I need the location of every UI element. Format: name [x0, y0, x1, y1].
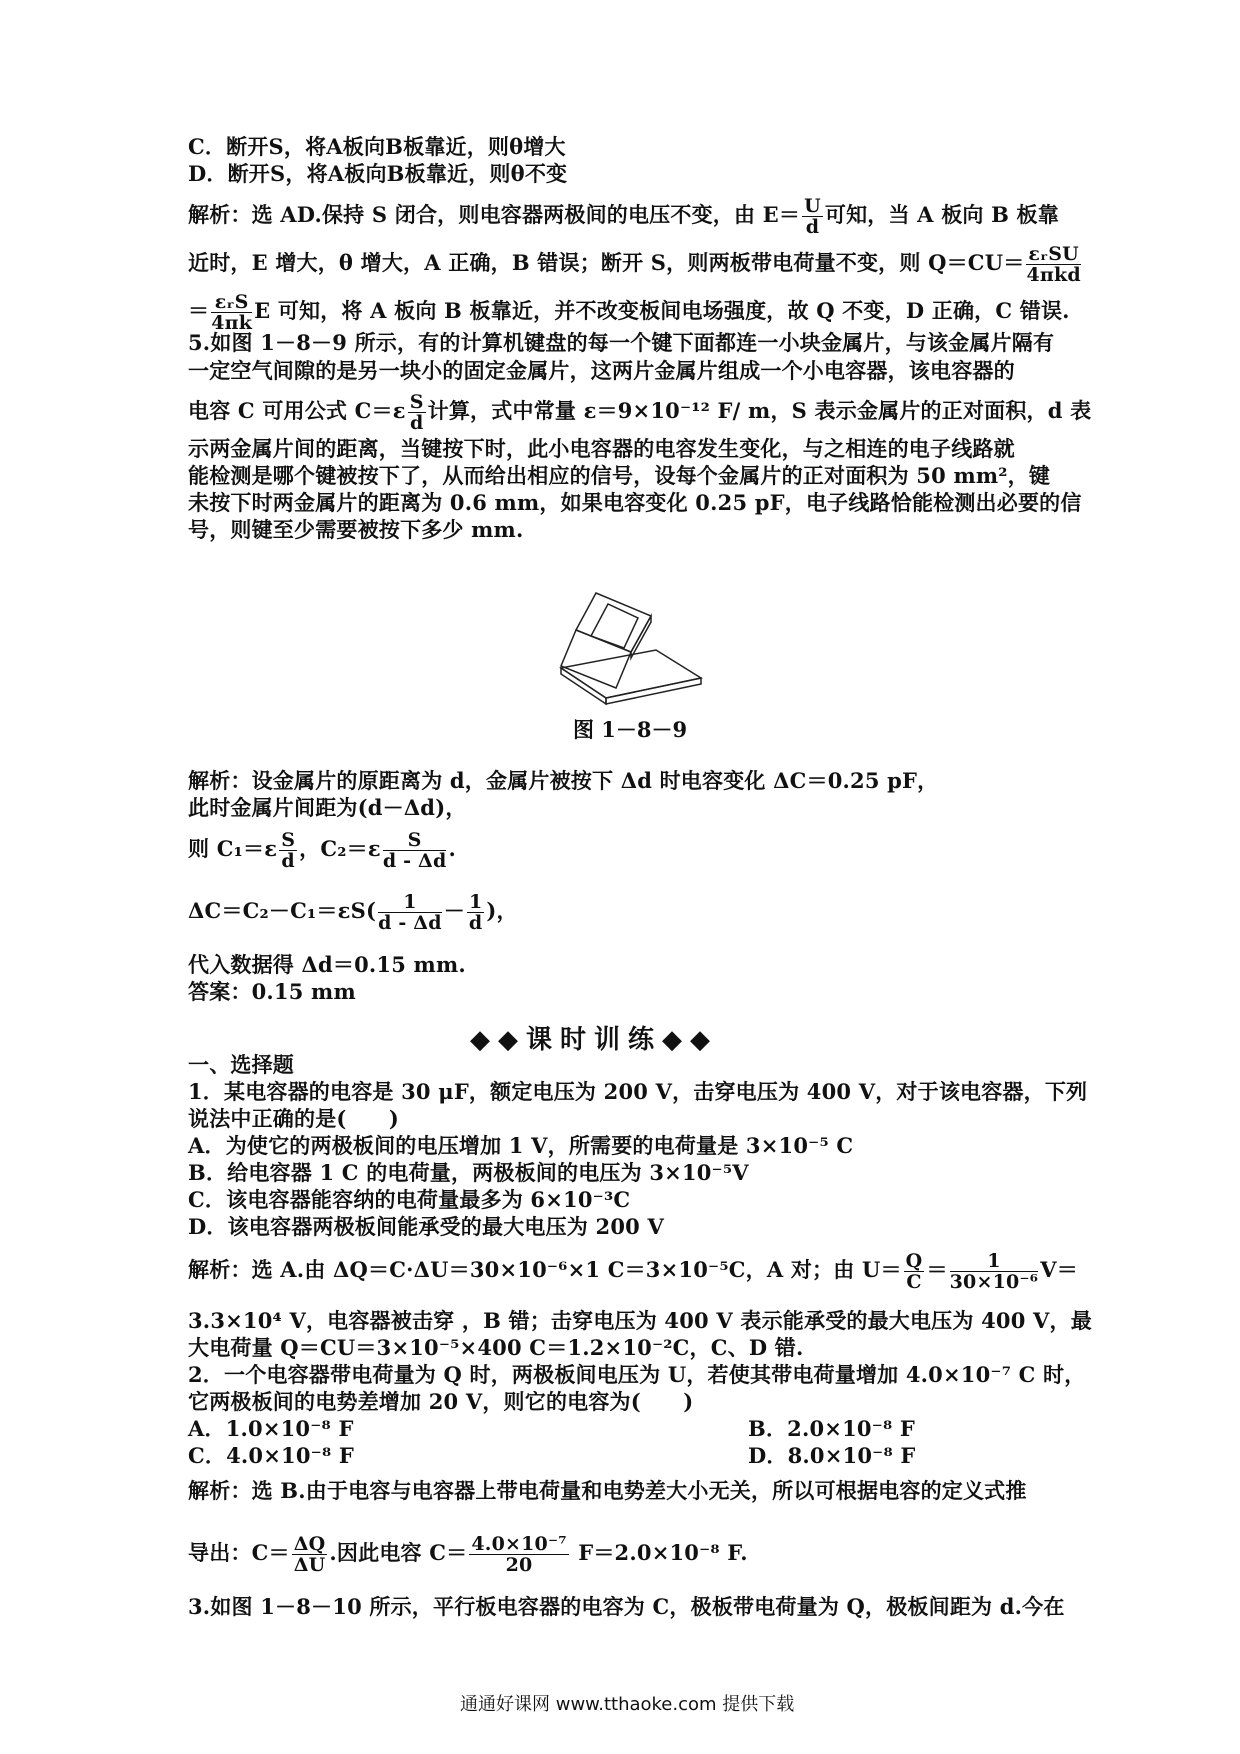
solution-formula-delta-c: ΔC＝C₂－C₁＝εS( $\frac{1}{d - \Delta d}$ － $\frac{1}{d}$ )， — [188, 891, 518, 934]
fraction: $\frac{1}{d}$ — [468, 891, 483, 934]
fraction: $\frac{S}{d - \Delta d}$ — [382, 829, 447, 872]
question-5-line: 电容 C 可用公式 C＝ε $\frac{S}{d}$ 计算，式中常量 ε＝9×10⁻¹² F/ m，S 表示金属片的正对面积，d 表 — [188, 391, 1092, 434]
answer-2-line: 解析：选 B.由于电容与电容器上带电荷量和电势差大小无关，所以可根据电容的定义式推 — [188, 1478, 1027, 1503]
question-1: 说法中正确的是( ) — [188, 1106, 400, 1131]
fraction: $\frac{\text{εᵣSU}}{\text{4πkd}}$ — [1026, 243, 1081, 286]
figure-caption: 图 1－8－9 — [573, 717, 688, 742]
question-3: 3.如图 1－8－10 所示，平行板电容器的电容为 C，极板带电荷量为 Q，极板间距为 d.今在 — [188, 1594, 1065, 1619]
analysis-line-1: 解析：选 AD.保持 S 闭合，则电容器两极间的电压不变，由 E＝ $\frac{U}{d}$ 可知，当 A 板向 B 板靠 — [188, 195, 1059, 238]
section-heading: 一、选择题 — [188, 1052, 294, 1077]
fraction: $\frac{U}{d}$ — [804, 195, 821, 238]
option-c: C．断开S，将A板向B板靠近，则θ增大 — [188, 134, 566, 159]
fraction: $\frac{\Delta Q}{\Delta U}$ — [293, 1533, 326, 1576]
fraction: $\frac{\text{εᵣS}}{4\pi k}$ — [211, 291, 253, 334]
option-d: D．断开S，将A板向B板靠近，则θ不变 — [188, 161, 568, 186]
section-banner: ◆◆课时训练◆◆ — [470, 1025, 718, 1055]
question-1-option-a: A．为使它的两极板间的电压增加 1 V，所需要的电荷量是 3×10⁻⁵ C — [188, 1133, 854, 1158]
question-5-line: 示两金属片间的距离，当键按下时，此小电容器的电容发生变化，与之相连的电子线路就 — [188, 436, 1015, 461]
keyboard-capacitor-figure — [556, 588, 706, 718]
question-2: 它两极板间的电势差增加 20 V，则它的电容为( ) — [188, 1389, 694, 1414]
answer-2-line: 导出：C＝ $\frac{\Delta Q}{\Delta U}$ .因此电容 C＝ $\frac{\text{4.0×10⁻⁷}}{20}$ F＝2.0×10⁻⁸ F. — [188, 1533, 748, 1576]
question-2-option-a: A．1.0×10⁻⁸ F — [188, 1416, 354, 1441]
question-5-line: 能检测是哪个键被按下了，从而给出相应的信号，设每个金属片的正对面积为 50 mm²，键 — [188, 463, 1051, 488]
fraction: $\frac{1}{d - \Delta d}$ — [378, 891, 442, 934]
solution-line: 解析：设金属片的原距离为 d，金属片被按下 Δd 时电容变化 ΔC＝0.25 pF， — [188, 768, 939, 793]
answer-1-line: 3.3×10⁴ V，电容器被击穿 ，B 错；击穿电压为 400 V 表示能承受的最大电压为 400 V，最 — [188, 1308, 1092, 1333]
analysis-line-3: ＝ $\frac{\text{εᵣS}}{4\pi k}$ E 可知，将 A 板向 B 板靠近，并不改变板间电场强度，故 Q 不变，D 正确，C 错误. — [188, 291, 1070, 334]
solution-formula-c1-c2: 则 C₁＝ε $\frac{S}{d}$ ，C₂＝ε $\frac{S}{d - \Delta d}$ . — [188, 829, 456, 872]
fraction: $\frac{S}{d}$ — [409, 391, 424, 434]
question-2-option-b: B．2.0×10⁻⁸ F — [748, 1416, 916, 1441]
solution-line: 代入数据得 Δd＝0.15 mm. — [188, 952, 466, 977]
answer-1-line: 解析：选 A.由 ΔQ＝C·ΔU＝30×10⁻⁶×1 C＝3×10⁻⁵C，A 对；由 U＝ $\frac{Q}{C}$ ＝ $\frac{1}{\text{30×10⁻⁶}}$ V＝ — [188, 1250, 1078, 1293]
fraction: $\frac{1}{\text{30×10⁻⁶}}$ — [949, 1250, 1039, 1293]
question-5-line: 5.如图 1－8－9 所示，有的计算机键盘的每一个键下面都连一小块金属片，与该金属片隔有 — [188, 330, 1055, 355]
question-2-options-row — [188, 1416, 916, 1442]
question-1-option-b: B．给电容器 1 C 的电荷量，两极板间的电压为 3×10⁻⁵V — [188, 1160, 749, 1185]
answer-line: 答案：0.15 mm — [188, 979, 356, 1004]
fraction: $\frac{Q}{C}$ — [905, 1250, 923, 1293]
answer-1-line: 大电荷量 Q＝CU＝3×10⁻⁵×400 C＝1.2×10⁻²C，C、D 错. — [188, 1335, 804, 1360]
question-2-option-c: C．4.0×10⁻⁸ F — [188, 1443, 354, 1468]
question-5-line: 未按下时两金属片的距离为 0.6 mm，如果电容变化 0.25 pF，电子线路恰能检测出必要的信 — [188, 490, 1082, 515]
question-5-line: 号，则键至少需要被按下多少 mm. — [188, 517, 524, 542]
question-1-option-d: D．该电容器两极板间能承受的最大电压为 200 V — [188, 1214, 664, 1239]
question-2-option-d: D．8.0×10⁻⁸ F — [748, 1443, 916, 1468]
footer-credit: 通通好课网 www.tthaoke.com 提供下载 — [460, 1694, 795, 1715]
question-1-option-c: C．该电容器能容纳的电荷量最多为 6×10⁻³C — [188, 1187, 631, 1212]
fraction: $\frac{\text{4.0×10⁻⁷}}{20}$ — [471, 1533, 567, 1576]
fraction: $\frac{S}{d}$ — [281, 829, 296, 872]
solution-line: 此时金属片间距为(d－Δd)， — [188, 795, 467, 820]
question-1: 1．某电容器的电容是 30 μF，额定电压为 200 V，击穿电压为 400 V，对于该电容器，下列 — [188, 1079, 1088, 1104]
question-2-options-row — [188, 1443, 916, 1469]
question-5-line: 一定空气间隙的是另一块小的固定金属片，这两片金属片组成一个小电容器，该电容器的 — [188, 358, 1015, 383]
analysis-line-2: 近时，E 增大，θ 增大，A 正确，B 错误；断开 S，则两板带电荷量不变，则 Q＝CU＝ $\frac{\text{εᵣSU}}{\text{4πkd}}$ — [188, 243, 1081, 286]
question-2: 2．一个电容器带电荷量为 Q 时，两极板间电压为 U，若使其带电荷量增加 4.0×10⁻⁷ C 时， — [188, 1362, 1086, 1387]
